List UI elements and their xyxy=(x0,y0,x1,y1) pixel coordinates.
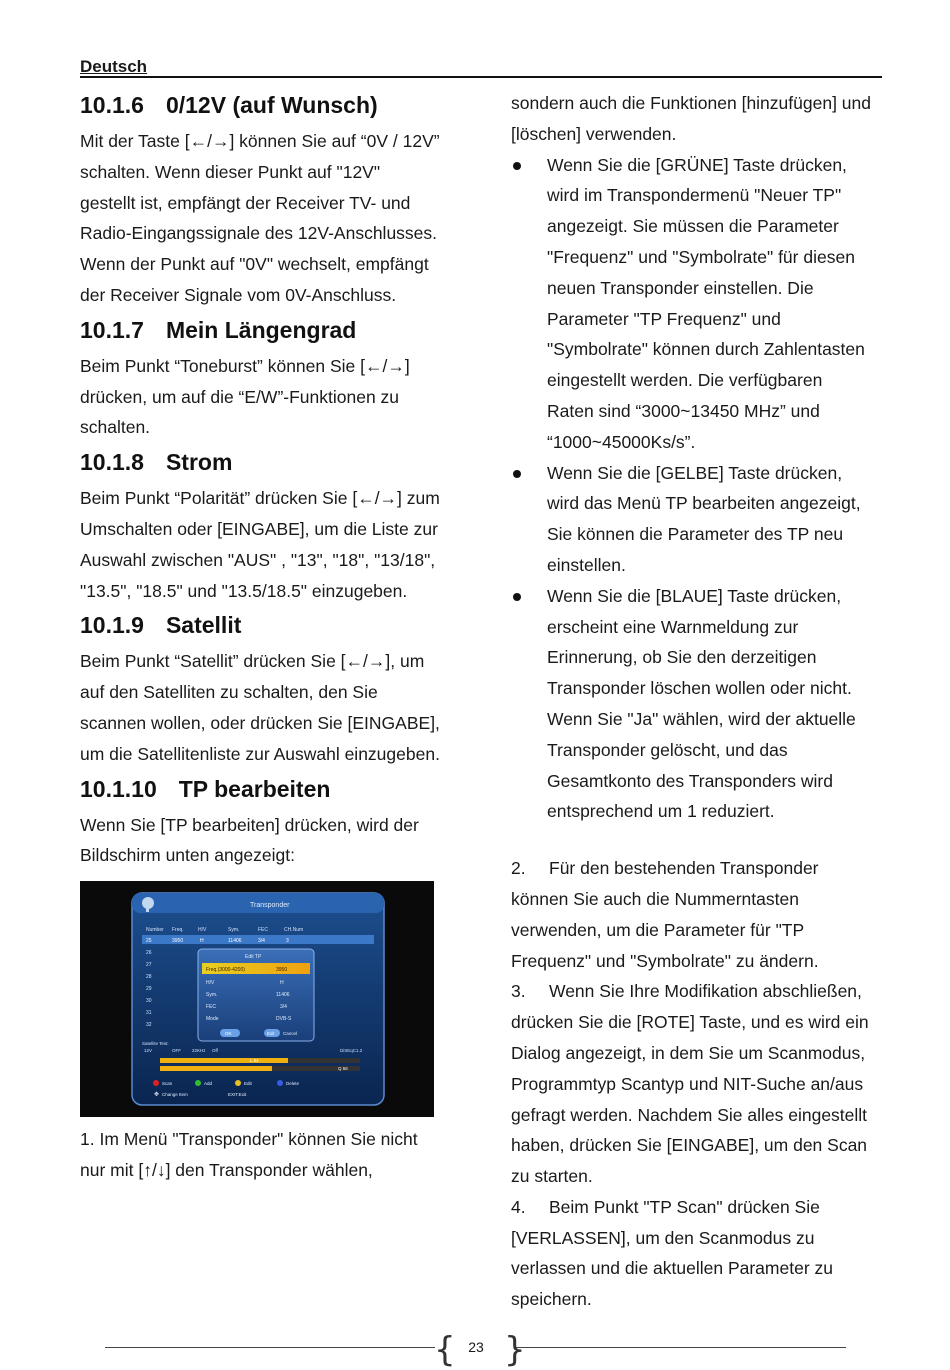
satellite-info: Off xyxy=(212,1048,218,1054)
col-header: Freq. xyxy=(172,927,184,934)
transponder-screen xyxy=(80,881,434,1117)
item-text: Beim Punkt "TP Scan" drücken Sie [VERLASSEN], um den Scanmodus zu verlassen und die aktuellen Parameter zu speichern. xyxy=(511,1196,833,1310)
dialog-label: Mode xyxy=(206,1016,219,1023)
right-brace-icon: } xyxy=(504,1330,526,1370)
row0-cell: 3 xyxy=(286,938,289,945)
ok-label: OK xyxy=(225,1031,232,1037)
left-column xyxy=(80,88,440,1186)
row0-cell: 3/4 xyxy=(258,938,265,945)
dialog-value: H xyxy=(280,980,284,987)
header-rule xyxy=(80,76,882,78)
yellow-key-icon xyxy=(235,1080,241,1086)
item-number: 4. xyxy=(511,1196,526,1217)
section-satellit xyxy=(80,608,440,769)
bullet-item xyxy=(511,458,873,581)
section-heading xyxy=(80,313,440,347)
key-label-exit: EXIT:Exit xyxy=(228,1092,247,1098)
dialog-title: Edit TP xyxy=(245,954,262,961)
row0-cell: 25 xyxy=(146,938,152,945)
left-brace-icon: { xyxy=(434,1330,456,1370)
section-heading xyxy=(80,608,440,642)
bullet-text: Wenn Sie die [GRÜNE] Taste drücken, wird im Transpondermenü "Neuer TP" angezeigt. Sie müssen die Parameter "Frequenz" und "Symbolrate" für diesen neuen Transponder einstellen. Die Parameter "TP Frequenz" und "Symbolrate" können durch Zahlentasten eingestellt werden. Die verfügbaren Raten sind “3000~13450 MHz” und “1000~45000Ks/s”. xyxy=(547,154,865,452)
arrows-icon: ✥ xyxy=(154,1092,160,1099)
blue-key-icon xyxy=(277,1080,283,1086)
key-label-change: Change Item xyxy=(162,1092,188,1098)
footer-rule-left xyxy=(105,1347,435,1348)
key-label-add: Add xyxy=(204,1081,213,1087)
numbered-item-2 xyxy=(511,853,873,976)
section-title: Strom xyxy=(165,449,233,476)
section-strom xyxy=(80,445,440,606)
section-text: Beim Punkt “Satellit” drücken Sie [←/→], um auf den Satelliten zu schalten, den Sie scannen wollen, oder drücken Sie [EINGABE], um die Satellitenliste zur Auswahl einzugeben. xyxy=(80,651,440,764)
dialog-value: DVB-S xyxy=(276,1016,292,1023)
signal-level-bar xyxy=(160,1058,360,1063)
dialog-label: Freq.(3000-4200) xyxy=(206,967,245,974)
row0-cell: 3950 xyxy=(172,938,184,945)
section-text: Beim Punkt “Polarität” drücken Sie [←/→] zum Umschalten oder [EINGABE], um die Liste zur Auswahl zwischen "AUS" , "13", "18", "13/18", "13.5", "18.5" und "13.5/18.5" einzugeben. xyxy=(80,488,440,601)
row-number: 31 xyxy=(146,1010,152,1017)
cancel-label: Cancel xyxy=(283,1031,298,1037)
signal-quality-bar xyxy=(160,1066,360,1071)
numbered-item-4 xyxy=(511,1192,873,1315)
bullet-text: Wenn Sie die [GELBE] Taste drücken, wird das Menü TP bearbeiten angezeigt, Sie können die Parameter des TP neu einstellen. xyxy=(547,462,861,575)
satellite-info: 12V xyxy=(144,1048,153,1054)
col-header: Number xyxy=(146,927,164,934)
row-number: 26 xyxy=(146,950,152,957)
section-title: 0/12V (auf Wunsch) xyxy=(165,92,378,118)
col-header: CH.Num xyxy=(284,927,304,934)
row-number: 28 xyxy=(146,974,152,981)
header-language: Deutsch xyxy=(80,57,148,76)
page-number: 23 xyxy=(468,1339,484,1355)
section-tp-bearbeiten xyxy=(80,772,440,872)
numbered-item-1: 1. Im Menü "Transponder" können Sie nicht nur mit [↑/↓] den Transponder wählen, xyxy=(80,1129,418,1180)
dialog-label: Sym. xyxy=(206,992,218,999)
item-number: 2. xyxy=(511,858,526,879)
transponder-screenshot xyxy=(80,881,440,1122)
level-q: Q 56 xyxy=(338,1066,348,1072)
section-title: Satellit xyxy=(165,612,242,639)
dialog-label: H/V xyxy=(206,980,215,987)
row-number: 30 xyxy=(146,998,152,1005)
section-title: TP bearbeiten xyxy=(178,775,331,802)
section-number: 10.1.7 xyxy=(80,316,144,343)
col-header: H/V xyxy=(198,927,207,934)
row-number: 32 xyxy=(146,1022,152,1029)
bullet-icon xyxy=(513,162,521,170)
row-number: 27 xyxy=(146,962,152,969)
screen-title: Transponder xyxy=(250,902,290,910)
key-label-scan: Scan xyxy=(162,1081,173,1087)
exit-label: Exit xyxy=(267,1031,275,1037)
col-header: Sym. xyxy=(228,927,240,934)
item-number: 3. xyxy=(511,981,526,1002)
section-text: Wenn Sie [TP bearbeiten] drücken, wird der Bildschirm unten angezeigt: xyxy=(80,814,419,866)
dialog-value: 11406 xyxy=(276,992,290,999)
numbered-item-3 xyxy=(511,976,873,1192)
row0-cell: H xyxy=(200,938,204,945)
satellite-info: DiSEqC1.2 xyxy=(340,1048,363,1054)
section-number: 10.1.6 xyxy=(80,92,144,118)
item-text: Wenn Sie Ihre Modifikation abschließen, drücken Sie die [ROTE] Taste, und es wird ein Dialog angezeigt, in dem Sie um Scanmodus, Programmtyp Scantyp und NIT-Suche an/aus gefragt werden. Nachdem Sie alles eingestellt haben, drücken Sie [EINGABE], um den Scan zu starten. xyxy=(511,981,869,1187)
continued-text: sondern auch die Funktionen [hinzufügen] und [löschen] verwenden. xyxy=(511,93,871,144)
section-number: 10.1.10 xyxy=(80,775,157,802)
red-key-icon xyxy=(153,1080,159,1086)
section-0v-12v xyxy=(80,88,440,311)
right-column xyxy=(511,88,873,1315)
level-l: L 64 xyxy=(250,1058,259,1064)
footer-rule-right xyxy=(516,1347,846,1348)
satellite-info: 22KHz xyxy=(192,1048,206,1054)
section-heading xyxy=(80,445,440,479)
section-title: Mein Längengrad xyxy=(165,316,357,343)
bullet-icon xyxy=(513,470,521,478)
key-label-edit: Edit xyxy=(244,1081,252,1087)
col-header: FEC xyxy=(258,927,268,934)
section-heading xyxy=(80,772,440,806)
dialog-value: 3/4 xyxy=(280,1004,287,1011)
dialog-ok-button[interactable] xyxy=(220,1029,240,1037)
section-text: Beim Punkt “Toneburst” können Sie [←/→] drücken, um auf die “E/W”-Funktionen zu schalten. xyxy=(80,355,410,438)
section-laengengrad xyxy=(80,313,440,443)
section-heading xyxy=(80,88,440,122)
edit-tp-dialog xyxy=(198,949,314,1041)
section-text: Mit der Taste [←/→] können Sie auf “0V / 12V” schalten. Wenn dieser Punkt auf "12V" gestellt ist, empfängt der Receiver TV- und Radio-Eingangssignale des 12V-Anschlusses. Wenn der Punkt auf "0V" wechselt, empfängt der Receiver Signale vom 0V-Anschluss. xyxy=(80,131,440,305)
bullet-text: Wenn Sie die [BLAUE] Taste drücken, erscheint eine Warnmeldung zur Erinnerung, ob Sie den derzeitigen Transponder löschen wollen oder nicht. Wenn Sie "Ja" wählen, wird der aktuelle Transponder gelöscht, und das Gesamtkonto des Transponders wird entsprechend um 1 reduziert. xyxy=(547,585,856,822)
section-number: 10.1.9 xyxy=(80,612,144,639)
green-key-icon xyxy=(195,1080,201,1086)
satellite-label: Satellite Test: xyxy=(142,1041,169,1047)
key-label-delete: Delete xyxy=(286,1081,300,1087)
bullet-item xyxy=(511,581,873,827)
bullet-icon xyxy=(513,593,521,601)
dialog-value: 3950 xyxy=(276,967,288,974)
satellite-info: OFF xyxy=(172,1048,181,1054)
section-number: 10.1.8 xyxy=(80,449,144,476)
dialog-label: FEC xyxy=(206,1004,216,1011)
row0-cell: 11406 xyxy=(228,938,242,945)
item-text: Für den bestehenden Transponder können Sie auch die Nummerntasten verwenden, um die Parameter für "TP Frequenz" und "Symbolrate" zu ändern. xyxy=(511,858,819,971)
row-number: 29 xyxy=(146,986,152,993)
bullet-item xyxy=(511,150,873,458)
